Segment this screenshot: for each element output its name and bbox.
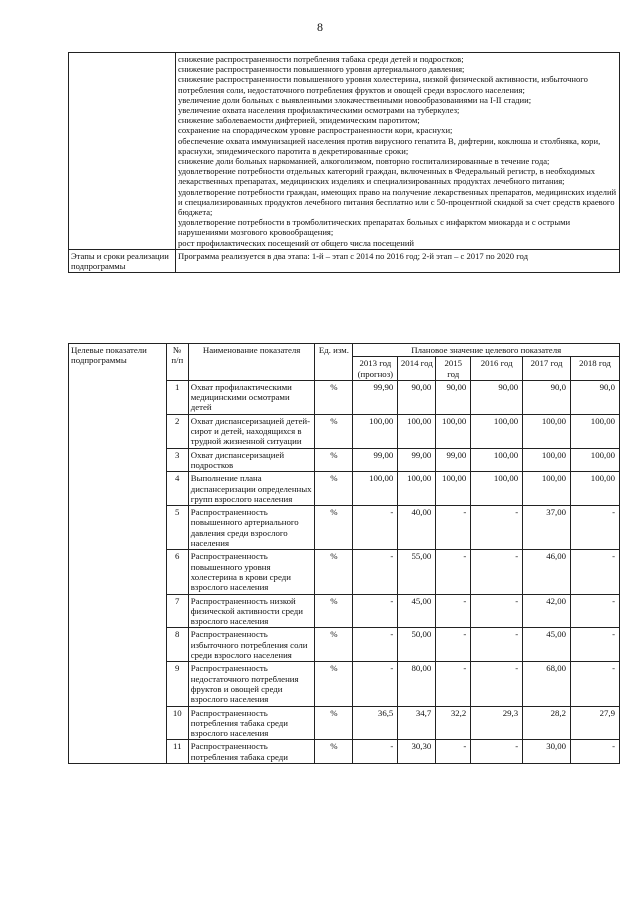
row-number: 5 (166, 506, 188, 550)
indicator-value: 100,00 (398, 414, 436, 448)
stages-text: Программа реализуется в два этапа: 1-й – этап с 2014 по 2016 год; 2-й этап – с 2017 по 2020 год (176, 249, 620, 272)
indicator-unit: % (315, 662, 353, 706)
indicator-value: 100,00 (471, 414, 523, 448)
indicator-value: - (436, 662, 471, 706)
indicator-value: - (353, 506, 398, 550)
indicator-value: 100,00 (353, 414, 398, 448)
goals-label-cell (69, 53, 176, 250)
indicator-value: 30,00 (523, 740, 571, 764)
indicator-name: Распространенность повышенного уровня холестерина в крови среди взрослого населения (188, 550, 315, 594)
indicator-value: 42,00 (523, 594, 571, 628)
indicator-value: 99,00 (398, 448, 436, 472)
indicator-unit: % (315, 628, 353, 662)
indicator-unit: % (315, 550, 353, 594)
indicator-value: 100,00 (436, 472, 471, 506)
indicator-value: 29,3 (471, 706, 523, 740)
indicator-value: 50,00 (398, 628, 436, 662)
indicator-value: - (471, 594, 523, 628)
indicator-value: 28,2 (523, 706, 571, 740)
indicator-value: - (353, 594, 398, 628)
col-header-plan: Плановое значение целевого показателя (353, 344, 620, 357)
indicator-value: - (353, 628, 398, 662)
indicator-value: - (471, 550, 523, 594)
goal-line: удовлетворение потребности в тромболитических препаратах больных с инфарктом миокарда и с острыми нарушениями мозгового кровообращения; (178, 217, 571, 238)
indicator-value: 27,9 (571, 706, 620, 740)
row-number: 4 (166, 472, 188, 506)
indicator-value: 100,00 (523, 472, 571, 506)
header-row (69, 344, 620, 357)
goal-line: снижение доли больных наркоманией, алкоголизмом, повторно госпитализированные в течение года; (178, 156, 550, 167)
indicator-value: - (436, 594, 471, 628)
indicator-unit: % (315, 594, 353, 628)
indicator-value: 45,00 (523, 628, 571, 662)
indicator-value: 100,00 (436, 414, 471, 448)
indicator-value: 30,30 (398, 740, 436, 764)
indicator-value: 100,00 (471, 472, 523, 506)
indicator-unit: % (315, 506, 353, 550)
indicator-value: 90,00 (398, 380, 436, 414)
indicator-name: Выполнение плана диспансеризации определенных групп взрослого населения (188, 472, 315, 506)
indicator-value: - (571, 594, 620, 628)
indicator-unit: % (315, 472, 353, 506)
indicator-value: - (471, 662, 523, 706)
row-number: 3 (166, 448, 188, 472)
section-label: Целевые показатели подпрограммы (69, 344, 167, 764)
goal-line: увеличение охвата населения профилактическими осмотрами на туберкулез; (178, 105, 460, 116)
row-number: 2 (166, 414, 188, 448)
goal-line: обеспечение охвата иммунизацией населения против вирусного гепатита В, дифтерии, коклюша и столбняка, кори, краснухи, эпидемического паротита в декретированные сроки; (178, 135, 601, 156)
indicator-value: 100,00 (571, 448, 620, 472)
indicator-name: Распространенность потребления табака среди (188, 740, 315, 764)
indicator-value: - (571, 740, 620, 764)
goal-line: снижение распространенности повышенного уровня холестерина, низкой физической активности, избыточного потребления соли, недостаточного потребления фруктов и овощей среди взрослого населения; (178, 74, 588, 95)
indicator-value: - (571, 506, 620, 550)
indicator-value: 90,00 (471, 380, 523, 414)
page-number: 8 (317, 20, 323, 34)
indicator-value: - (571, 628, 620, 662)
indicator-value: 36,5 (353, 706, 398, 740)
indicator-value: 32,2 (436, 706, 471, 740)
indicator-value: 100,00 (571, 414, 620, 448)
year-header: 2014 год (398, 357, 436, 381)
indicator-value: - (436, 550, 471, 594)
indicator-value: - (436, 740, 471, 764)
indicator-unit: % (315, 414, 353, 448)
indicator-value: - (571, 662, 620, 706)
indicator-value: 45,00 (398, 594, 436, 628)
indicator-value: 40,00 (398, 506, 436, 550)
indicators-table (68, 343, 620, 764)
indicator-value: - (353, 550, 398, 594)
stages-row (69, 249, 620, 272)
indicator-value: 99,00 (353, 448, 398, 472)
indicator-value: - (471, 628, 523, 662)
row-number: 6 (166, 550, 188, 594)
indicator-value: 100,00 (471, 448, 523, 472)
indicator-unit: % (315, 706, 353, 740)
indicator-name: Распространенность избыточного потребления соли среди взрослого населения (188, 628, 315, 662)
indicator-value: - (353, 740, 398, 764)
stages-label: Этапы и сроки реализации подпрограммы (69, 249, 176, 272)
row-number: 8 (166, 628, 188, 662)
year-header: 2017 год (523, 357, 571, 381)
indicator-name: Распространенность повышенного артериального давления среди взрослого населения (188, 506, 315, 550)
goal-line: рост профилактических посещений от общего числа посещений (178, 237, 415, 248)
indicator-value: 100,00 (523, 448, 571, 472)
indicator-value: 100,00 (523, 414, 571, 448)
indicator-value: 46,00 (523, 550, 571, 594)
col-header-number: № п/п (166, 344, 188, 381)
goals-list-cell (176, 53, 620, 250)
goal-line: удовлетворение потребности граждан, имеющих право на получение лекарственных препаратов, медицинских изделий и специализированных продуктов лечебного питания бесплатно или с 50-процентной скидкой за счет средств краевого бюджета; (178, 186, 617, 218)
indicator-value: 90,00 (436, 380, 471, 414)
indicator-value: 90,0 (523, 380, 571, 414)
goals-table (68, 52, 620, 273)
row-number: 11 (166, 740, 188, 764)
year-header: 2018 год (571, 357, 620, 381)
indicator-name: Охват диспансеризацией детей-сирот и детей, находящихся в трудной жизненной ситуации (188, 414, 315, 448)
goal-line: удовлетворение потребности отдельных категорий граждан, включенных в Федеральный регистр, в необходимых лекарственных препаратах, медицинских изделиях и специализированных продуктах лечебного питания; (178, 166, 596, 187)
indicator-value: 34,7 (398, 706, 436, 740)
goal-line: снижение заболеваемости дифтерией, эпидемическим паротитом; (178, 115, 420, 126)
indicator-value: 100,00 (571, 472, 620, 506)
year-header: 2016 год (471, 357, 523, 381)
indicator-name: Охват профилактическими медицинскими осмотрами детей (188, 380, 315, 414)
goal-line: снижение распространенности повышенного уровня артериального давления; (178, 64, 465, 75)
year-header: 2015 год (436, 357, 471, 381)
goal-line: увеличение доли больных с выявленными злокачественными новообразованиями на I-II стадии; (178, 94, 532, 105)
indicator-value: 90,0 (571, 380, 620, 414)
indicator-name: Распространенность недостаточного потребления фруктов и овощей среди взрослого населения (188, 662, 315, 706)
indicator-value: 80,00 (398, 662, 436, 706)
row-number: 7 (166, 594, 188, 628)
row-number: 10 (166, 706, 188, 740)
indicator-value: - (471, 740, 523, 764)
indicator-value: 55,00 (398, 550, 436, 594)
indicator-name: Охват диспансеризацией подростков (188, 448, 315, 472)
indicator-value: - (436, 506, 471, 550)
indicator-value: - (436, 628, 471, 662)
indicator-unit: % (315, 380, 353, 414)
row-number: 9 (166, 662, 188, 706)
goal-line: снижение распространенности потребления табака среди детей и подростков; (178, 54, 464, 64)
indicator-value: 99,90 (353, 380, 398, 414)
indicator-value: - (353, 662, 398, 706)
indicator-value: 100,00 (398, 472, 436, 506)
col-header-unit: Ед. изм. (315, 344, 353, 381)
indicator-value: - (571, 550, 620, 594)
goals-row (69, 53, 620, 250)
indicator-unit: % (315, 740, 353, 764)
col-header-name: Наименование показателя (188, 344, 315, 381)
indicator-value: 68,00 (523, 662, 571, 706)
indicator-name: Распространенность потребления табака среди взрослого населения (188, 706, 315, 740)
row-number: 1 (166, 380, 188, 414)
goal-line: сохранение на спорадическом уровне распространенности кори, краснухи; (178, 125, 453, 136)
indicator-name: Распространенность низкой физической активности среди взрослого населения (188, 594, 315, 628)
indicator-value: 99,00 (436, 448, 471, 472)
indicator-value: 37,00 (523, 506, 571, 550)
indicator-value: 100,00 (353, 472, 398, 506)
indicator-unit: % (315, 448, 353, 472)
year-header: 2013 год (прогноз) (353, 357, 398, 381)
indicator-value: - (471, 506, 523, 550)
